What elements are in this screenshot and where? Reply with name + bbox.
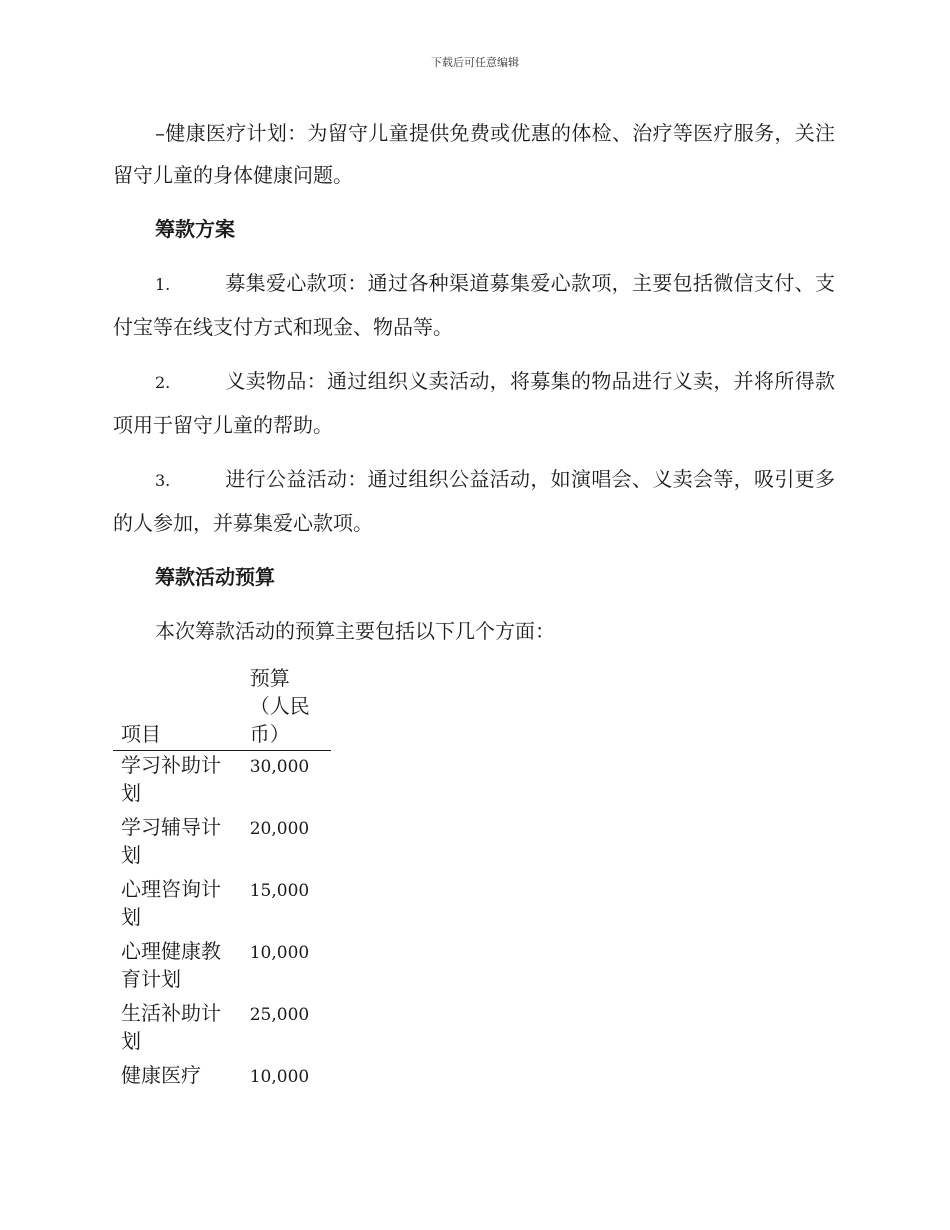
table-row <box>113 937 331 999</box>
list-text: 义卖物品：通过组织义卖活动，将募集的物品进行义卖，并将所得款项用于留守儿童的帮助。 <box>113 369 835 437</box>
table-row <box>113 999 331 1061</box>
list-number: 2. <box>155 373 171 392</box>
table-row <box>113 751 331 814</box>
table-row <box>113 875 331 937</box>
row-item: 生活补助计划 <box>121 1001 221 1053</box>
row-amount: 10,000 <box>249 943 310 963</box>
row-item: 健康医疗 <box>121 1063 201 1087</box>
budget-table <box>113 664 331 1097</box>
list-number: 1. <box>155 275 171 294</box>
budget-heading: 筹款活动预算 <box>155 565 275 589</box>
row-amount: 15,000 <box>249 881 310 901</box>
table-row <box>113 1061 331 1097</box>
list-item <box>113 262 835 348</box>
row-item: 心理咨询计划 <box>121 877 221 929</box>
fundraising-heading: 筹款方案 <box>155 217 235 241</box>
row-item: 心理健康教育计划 <box>121 939 221 991</box>
table-header-row <box>113 664 331 751</box>
budget-intro: 本次筹款活动的预算主要包括以下几个方面： <box>155 619 555 643</box>
list-text: 进行公益活动：通过组织公益活动，如演唱会、义卖会等，吸引更多的人参加，并募集爱心款项。 <box>113 467 835 535</box>
list-text: 募集爱心款项：通过各种渠道募集爱心款项，主要包括微信支付、支付宝等在线支付方式和现金、物品等。 <box>113 271 835 339</box>
table-row <box>113 813 331 875</box>
row-amount: 25,000 <box>249 1005 310 1025</box>
row-item: 学习补助计划 <box>121 753 221 805</box>
column-header-budget: 预算（人民币） <box>242 664 331 751</box>
column-header-item: 项目 <box>113 664 242 751</box>
list-item <box>113 360 835 446</box>
row-item: 学习辅导计划 <box>121 815 221 867</box>
list-number: 3. <box>155 471 171 490</box>
document-body <box>113 112 835 1097</box>
row-amount: 20,000 <box>249 819 310 839</box>
row-amount: 10,000 <box>249 1067 310 1087</box>
row-amount: 30,000 <box>249 757 310 777</box>
health-plan-paragraph: –健康医疗计划：为留守儿童提供免费或优惠的体检、治疗等医疗服务，关注留守儿童的身体健康问题。 <box>113 121 835 187</box>
page-header: 下载后可任意编辑 <box>431 56 519 69</box>
list-item <box>113 458 835 544</box>
